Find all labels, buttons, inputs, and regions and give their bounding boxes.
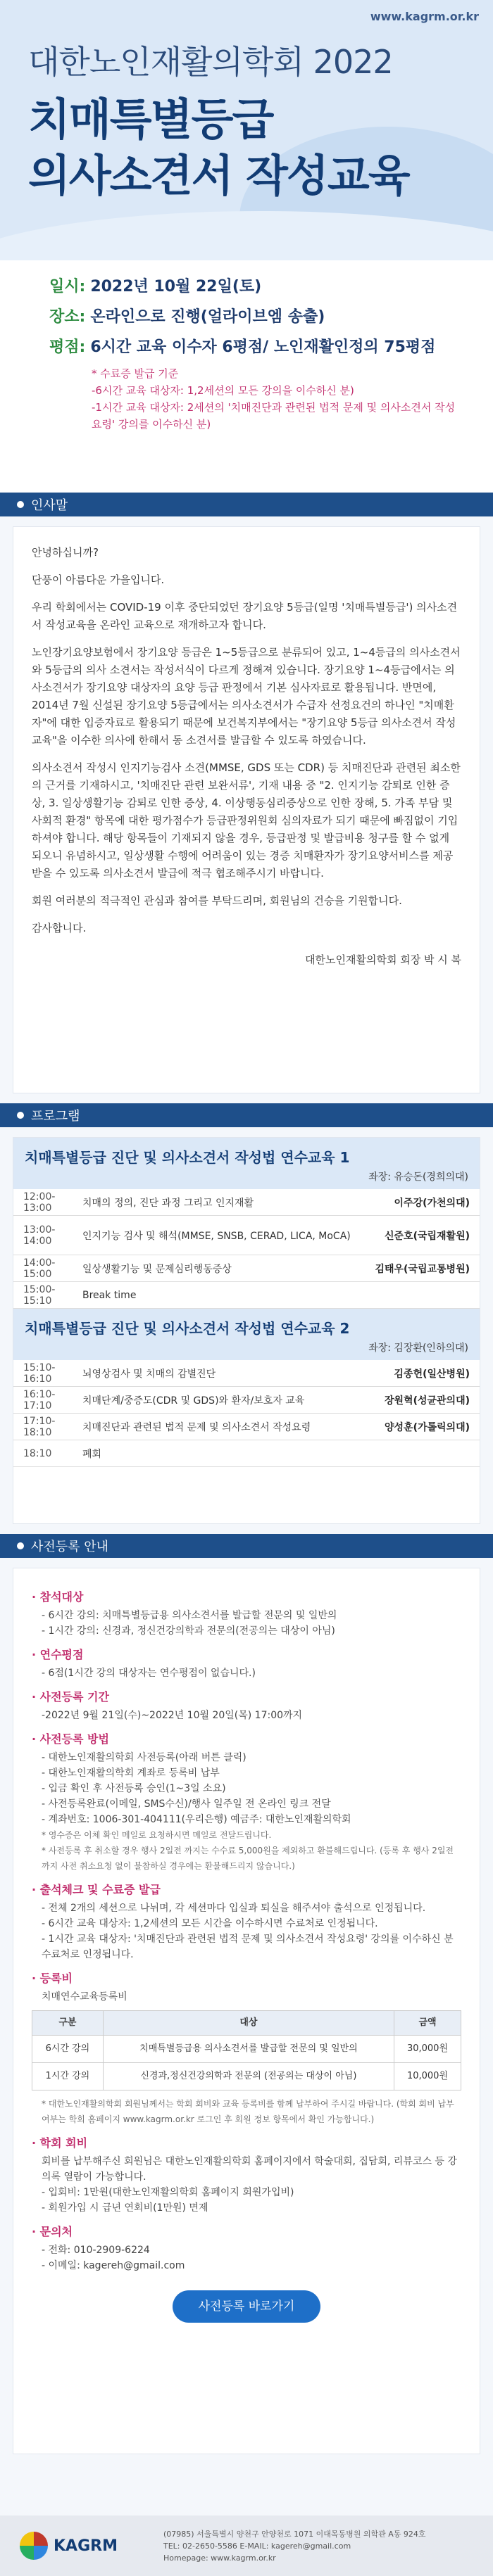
program-time: 12:00-13:00: [23, 1191, 56, 1214]
address-line: (07985) 서울특별시 양천구 안양천로 1071 이대목동병원 의학관 A동 924호: [163, 2529, 426, 2539]
program-speaker: 이주강(가천의대): [394, 1197, 470, 1209]
reg-item: - 회원가입 시 급년 연회비(1만원) 면제: [42, 2202, 208, 2214]
kagrm-logo: [20, 2529, 146, 2563]
session-chair: 좌장: 유승돈(경희의대): [13, 1169, 480, 1189]
reg-item: - 전화: 010-2909-6224: [42, 2245, 150, 2256]
logo-text: KAGRM: [54, 2537, 118, 2555]
reg-item: - 계좌번호: 1006-301-404111(우리은행) 예금주: 대한노인재활의학회: [42, 1814, 351, 1825]
session1-rows: [13, 1189, 480, 1309]
reg-item: - 사전등록완료(이메일, SMS수신)/행사 일주일 전 온라인 링크 전달: [42, 1798, 331, 1810]
place-value: 온라인으로 진행(얼라이브엠 송출): [90, 308, 325, 326]
reg-heading: · 참석대상: [32, 1590, 84, 1604]
site-url[interactable]: www.kagrm.or.kr: [370, 10, 479, 23]
program-topic: 치매진단과 관련된 법적 문제 및 의사소견서 작성요령: [82, 1421, 311, 1433]
fee-row: [32, 2063, 461, 2090]
event-subtitle: 대한노인재활의학회 2022: [28, 43, 393, 81]
reg-item: - 6점(1시간 강의 대상자는 연수평점이 없습니다.): [42, 1668, 256, 1679]
reg-item: - 대한노인재활의학회 계좌로 등록비 납부: [42, 1768, 220, 1779]
program-time: 15:10-16:10: [23, 1362, 56, 1385]
event-info: [0, 260, 493, 493]
program-row: [13, 1189, 480, 1216]
session2-rows: [13, 1360, 480, 1467]
fee-table: [32, 2010, 461, 2090]
reg-heading: · 학회 회비: [32, 2136, 88, 2150]
place-label: 장소:: [49, 308, 86, 326]
program-speaker: 장원혁(성균관의대): [385, 1395, 470, 1407]
bullet-icon: [17, 501, 24, 508]
fee-column-header: 구분: [32, 2011, 104, 2036]
program-row: [13, 1216, 480, 1255]
reg-item: - 1시간 교육 대상자: '치매진단과 관련된 법적 문제 및 의사소견서 작성요령' 강의를 이수하신 분 수료처로 인정됩니다.: [42, 1934, 454, 1960]
program-topic: 치매단계/중증도(CDR 및 GDS)와 환자/보호자 교육: [82, 1395, 305, 1407]
greeting-paragraph: 의사소견서 작성시 인지기능검사 소견(MMSE, GDS 또는 CDR) 등 치매진단과 관련된 최소한의 근거를 기재하시고, '치매진단 관련 보완서류', 기재 내용 중 "2. 인지기능 감퇴로 인한 증상, 3. 일상생활기능 감퇴로 인한 증상, 4. 이상행동심리증상으로 인한 장해, 5. 가족 부담 및 사회적 환경" 항목에 대한 평가점수가 등급판정위원회 심의자료가 되기 때문에 빠짐없이 기입하셔야 합니다. 해당 항목들이 기재되지 않을 경우, 등급판정 및 발급비용 청구를 할 수 없게 되오니 유념하시고, 일상생활 수행에 어려움이 있는 경증 치매환자가 장기요양서비스를 제공받을 수 있도록 의사소견서 발급에 적극 협조해주시기 바랍니다.: [32, 761, 461, 880]
program-time: 18:10: [23, 1447, 52, 1459]
program-topic: 치매의 정의, 진단 과정 그리고 인지재활: [82, 1197, 254, 1209]
reg-heading: · 사전등록 방법: [32, 1732, 109, 1746]
section-header-registration: 사전등록 안내: [0, 1534, 493, 1558]
session-title: 치매특별등급 진단 및 의사소견서 작성법 연수교육 2: [13, 1309, 480, 1340]
signature: 대한노인재활의학회 회장 박 시 복: [305, 953, 461, 966]
fee-row: [32, 2036, 461, 2063]
certificate-note: * 수료증 발급 기준: [92, 367, 179, 380]
fee-cell: 치매특별등급용 의사소견서를 발급할 전문의 및 일반의: [103, 2036, 394, 2063]
reg-item: - 대한노인재활의학회 사전등록(아래 버튼 클릭): [42, 1752, 246, 1763]
program-topic: 뇌영상검사 및 치매의 감별진단: [82, 1368, 216, 1380]
greeting-paragraph: 노인장기요양보험에서 장기요양 등급은 1~5등급으로 분류되어 있고, 1~4등급의 의사소견서와 5등급의 의사 소견서는 작성서식이 다르게 정해져 있습니다. 장기요양 1~4등급에서는 의사소견서가 장기요양 대상자의 요양 등급 판정에서 기본 심사자료로 활용됩니다. 반면에, 2014년 7월 신설된 장기요양 5등급에서는 의사소견서가 수급자 선정요건의 하나인 "치매환자"에 대한 입증자료로 활용되기 때문에 보건복지부에서는 "장기요양 5등급 의사소견서 작성교육"을 이수한 의사에 한해서 동 소견서를 발급할 수 있도록 하였습니다.: [32, 646, 461, 747]
fee-cell: 10,000원: [394, 2063, 461, 2090]
reg-item: - 1시간 강의: 신경과, 정신건강의학과 전문의(전공의는 대상이 아님): [42, 1625, 335, 1637]
reg-item: 치매연수교육등록비: [42, 1991, 127, 2003]
header-banner: [0, 0, 493, 260]
fee-column-header: 금액: [394, 2011, 461, 2036]
fee-rows: [32, 2036, 461, 2090]
section-header-program: 프로그램: [0, 1103, 493, 1127]
program-time: 14:00-15:00: [23, 1257, 56, 1280]
program-row: [13, 1360, 480, 1387]
program-time: 17:10-18:10: [23, 1415, 56, 1438]
bullet-icon: [17, 1112, 24, 1119]
fee-cell: 1시간 강의: [32, 2063, 104, 2090]
reg-item: -2022년 9월 21일(수)~2022년 10월 20일(목) 17:00까지: [42, 1710, 303, 1721]
reg-note: * 사전등록 후 취소할 경우 행사 2일전 까지는 수수료 5,000원을 제외하고 환불해드립니다. (등록 후 행사 2일전까지 사전 취소요청 없이 불참하실 경우에는 환불해드리지 않습니다.): [42, 1846, 454, 1871]
reg-heading: · 연수평점: [32, 1648, 84, 1661]
program-row: [13, 1414, 480, 1440]
reg-item: - 6시간 교육 대상자: 1,2세션의 모든 시간을 이수하시면 수료처로 인정됩니다.: [42, 1918, 378, 1929]
score-value: 6시간 교육 이수자 6평점/ 노인재활인정의 75평점: [90, 338, 436, 356]
program-topic: Break time: [82, 1289, 137, 1301]
reg-heading: · 사전등록 기간: [32, 1690, 109, 1703]
program-topic: 인지기능 검사 및 해석(MMSE, SNSB, CERAD, LICA, MoCA): [82, 1230, 351, 1242]
reg-item: 회비를 납부해주신 회원님은 대한노인재활의학회 홈페이지에서 학술대회, 집담회, 리뷰코스 등 강의록 열람이 가능합니다.: [42, 2156, 457, 2183]
section-header-greeting: 인사말: [0, 493, 493, 516]
bullet-icon: [17, 1542, 24, 1549]
reg-heading: · 등록비: [32, 1972, 73, 1985]
greeting-body: [13, 526, 480, 1093]
reg-item: - 입회비: 1만원(대한노인재활의학회 홈페이지 회원가입비): [42, 2187, 294, 2198]
event-title-line1: 치매특별등급: [28, 94, 273, 145]
program-time: 15:00-15:10: [23, 1283, 56, 1307]
fee-header: [32, 2011, 461, 2036]
program-topic: 폐회: [82, 1448, 102, 1460]
program-row: [13, 1387, 480, 1414]
reg-note: * 대한노인재활의학회 회원님께서는 학회 회비와 교육 등록비를 함께 납부하여 주시길 바랍니다. (학회 회비 납부여부는 학회 홈페이지 www.kagrm.or.kr 로그인 후 회원 정보 항목에서 확인 가능합니다.): [42, 2099, 454, 2124]
fee-cell: 신경과,정신건강의학과 전문의 (전공의는 대상이 아님): [103, 2063, 394, 2090]
session-title: 치매특별등급 진단 및 의사소견서 작성법 연수교육 1: [13, 1138, 480, 1169]
program-row: [13, 1282, 480, 1309]
program-speaker: 김태우(국립교통병원): [375, 1263, 470, 1275]
greeting-paragraph: 단풍이 아름다운 가을입니다.: [32, 573, 165, 586]
reg-item[interactable]: - 이메일: kagereh@gmail.com: [42, 2260, 185, 2271]
fee-cell: 6시간 강의: [32, 2036, 104, 2063]
reg-item: - 전체 2개의 세션으로 나뉘며, 각 세션마다 입실과 퇴실을 해주셔야 출석으로 인정됩니다.: [42, 1903, 426, 1914]
program-time: 16:10-17:10: [23, 1388, 56, 1411]
program-time: 13:00-14:00: [23, 1224, 56, 1247]
program-row: [13, 1255, 480, 1282]
program-speaker: 양성훈(가톨릭의대): [385, 1421, 470, 1433]
date-value: 2022년 10월 22일(토): [90, 278, 262, 296]
certificate-note: -1시간 교육 대상자: 2세션의 '치매진단과 관련된 법적 문제 및 의사소견서 작성요령' 강의를 이수하신 분): [92, 401, 456, 431]
contact-line: TEL: 02-2650-5586 E-MAIL: kagereh@gmail.com: [163, 2541, 351, 2551]
program-speaker: 김종헌(일산병원): [394, 1368, 470, 1380]
date-label: 일시:: [49, 278, 86, 296]
score-label: 평점:: [49, 338, 86, 356]
fee-column-header: 대상: [103, 2011, 394, 2036]
reg-note: * 영수증은 이체 확인 메일로 요청하시면 메일로 전달드립니다.: [42, 1830, 272, 1840]
event-title-line2: 의사소견서 작성교육: [28, 150, 409, 201]
greeting-paragraph: 회원 여러분의 적극적인 관심과 참여를 부탁드리며, 회원님의 건승을 기원합니다.: [32, 894, 402, 907]
date-row: [49, 274, 465, 296]
footer-address: [163, 2528, 425, 2564]
program-table: [13, 1137, 480, 1524]
program-topic: 일상생활기능 및 문제심리행동증상: [82, 1263, 232, 1275]
score-row: [49, 335, 465, 357]
reg-item: - 입금 확인 후 사전등록 승인(1~3일 소요): [42, 1783, 226, 1794]
session-chair: 좌장: 김장환(인하의대): [13, 1340, 480, 1360]
register-button[interactable]: 사전등록 바로가기: [173, 2290, 320, 2323]
program-row: [13, 1440, 480, 1467]
logo-mark-icon: [20, 2532, 48, 2560]
greeting-paragraph: 우리 학회에서는 COVID-19 이후 중단되었던 장기요양 5등급(일명 '치매특별등급') 의사소견서 작성교육을 온라인 교육으로 재개하고자 합니다.: [32, 601, 458, 631]
reg-heading: · 출석체크 및 수료증 발급: [32, 1883, 161, 1896]
fee-cell: 30,000원: [394, 2036, 461, 2063]
program-speaker: 신준호(국립재활원): [385, 1230, 470, 1242]
certificate-note: -6시간 교육 대상자: 1,2세션의 모든 강의을 이수하신 분): [92, 384, 354, 397]
greeting-paragraph: 감사합니다.: [32, 922, 87, 934]
reg-item: - 6시간 강의: 치매특별등급용 의사소견서를 발급할 전문의 및 일반의: [42, 1610, 337, 1621]
reg-heading: · 문의처: [32, 2225, 73, 2238]
footer: [0, 2515, 493, 2576]
homepage-line[interactable]: Homepage: www.kagrm.or.kr: [163, 2553, 276, 2563]
place-row: [49, 305, 465, 326]
greeting-paragraph: 안녕하십니까?: [32, 546, 99, 559]
registration-body: [13, 1568, 480, 2454]
